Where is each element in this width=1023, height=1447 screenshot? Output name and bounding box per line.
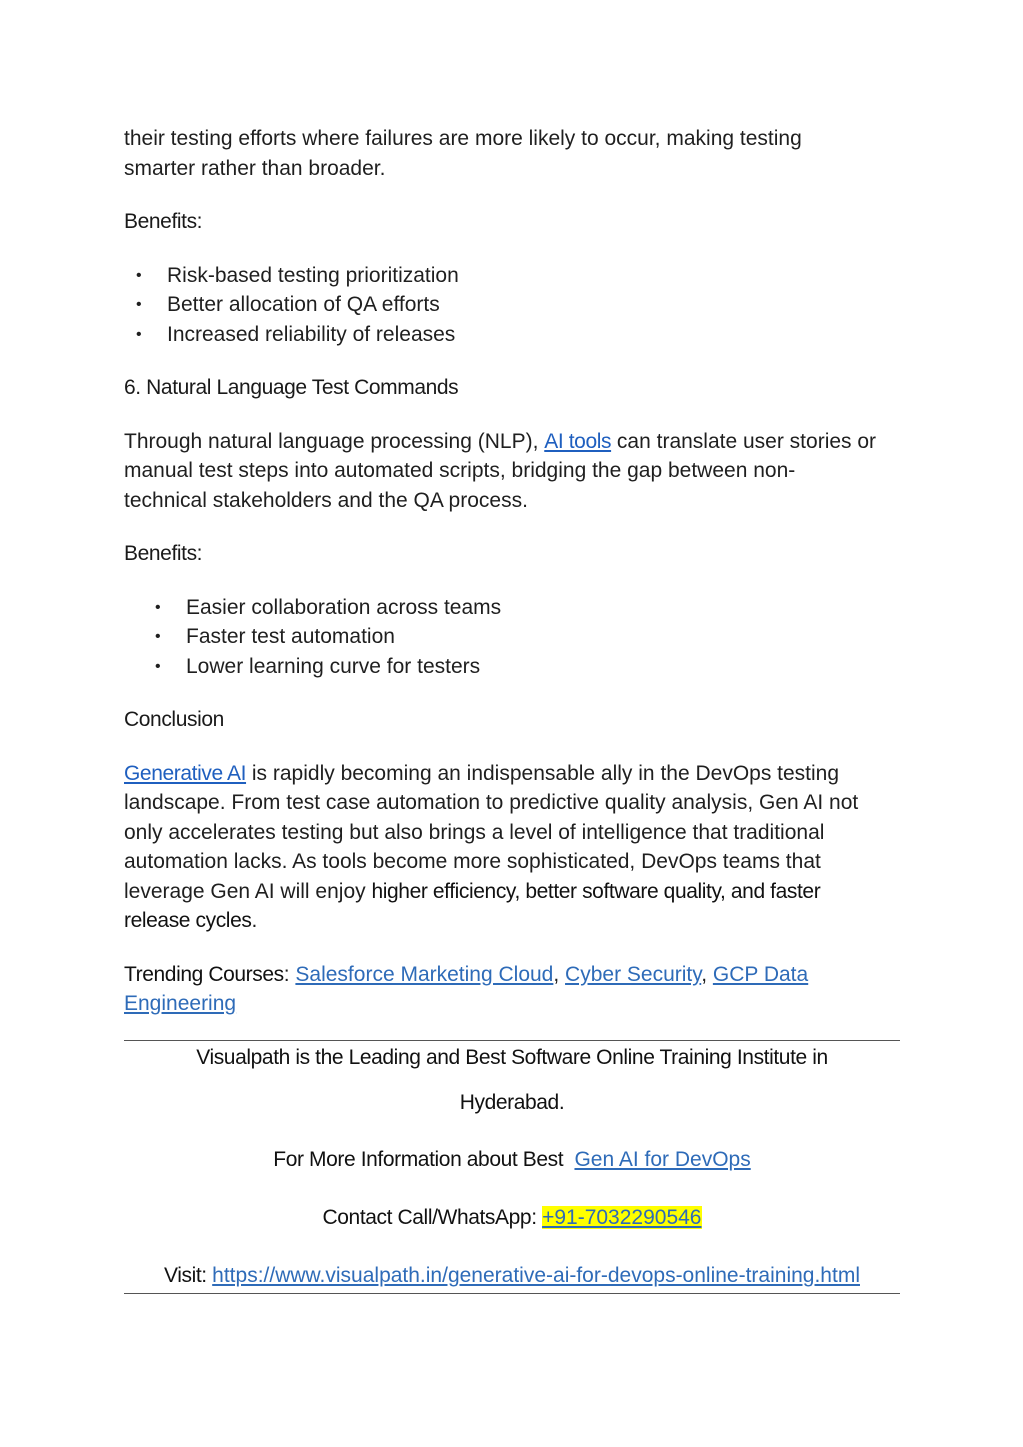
info-label: For More Information about Best <box>273 1148 569 1171</box>
section-line-3: technical stakeholders and the QA process. <box>124 488 528 512</box>
gcp-data-engineering-link[interactable]: GCP Data <box>712 962 809 986</box>
section-text-start: Through natural language processing (NLP), <box>124 429 545 453</box>
conclusion-paragraph <box>124 759 900 936</box>
conclusion-line-3: only accelerates testing but also brings a level of intelligence that traditional <box>124 820 825 844</box>
salesforce-link[interactable]: Salesforce Marketing Cloud <box>295 962 554 986</box>
contact-label: Contact Call/WhatsApp: <box>322 1206 543 1229</box>
institute-line-2: Hyderabad. <box>459 1091 565 1114</box>
list-item: • Increased reliability of releases <box>124 320 900 350</box>
list-item: • Lower learning curve for testers <box>124 652 900 682</box>
list-item: • Risk-based testing prioritization <box>124 261 900 291</box>
separator: , <box>553 962 566 986</box>
conclusion-line-5: leverage Gen AI will enjoy <box>124 879 372 903</box>
phone-link[interactable]: +91-7032290546 <box>542 1206 702 1229</box>
trending-label: Trending Courses <box>124 962 284 986</box>
footer-contact-line <box>124 1203 900 1232</box>
trending-colon: : <box>283 962 296 986</box>
footer-bottom-rule <box>124 1293 900 1294</box>
separator: , <box>701 962 713 986</box>
document-body <box>124 124 900 1019</box>
footer-info-line <box>124 1145 900 1174</box>
footer-visit-line <box>124 1261 900 1290</box>
generative-ai-link[interactable]: Generative AI <box>124 761 247 785</box>
benefits-list <box>124 261 900 350</box>
footer-top-rule <box>124 1040 900 1041</box>
section-heading: 6. Natural Language Test Commands <box>124 376 459 399</box>
conclusion-line-1: is rapidly becoming an indispensable ally in the DevOps testing <box>246 761 840 785</box>
intro-line-2: smarter rather than broader. <box>124 156 386 180</box>
trending-courses <box>124 960 900 1019</box>
conclusion-period: . <box>251 909 258 932</box>
conclusion-line-2: landscape. From test case automation to predictive quality analysis, Gen AI not <box>124 791 859 814</box>
intro-line-1: their testing efforts where failures are more likely to occur, making testing <box>124 127 802 150</box>
visit-label: Visit: <box>164 1264 213 1287</box>
conclusion-emphasis: higher efficiency, better software quality, and faster <box>371 879 821 903</box>
gcp-data-engineering-link-cont[interactable]: Engineering <box>124 992 237 1015</box>
benefits-heading: Benefits: <box>124 210 203 233</box>
institute-line-1: Visualpath is the Leading and Best Software Online Training Institute in <box>196 1046 828 1069</box>
section-paragraph <box>124 427 900 516</box>
conclusion-line-4: automation lacks. As tools become more sophisticated, DevOps teams that <box>124 850 821 873</box>
section-line-2: manual test steps into automated scripts, bridging the gap between non- <box>124 459 796 482</box>
list-item: • Easier collaboration across teams <box>124 593 900 623</box>
visit-url-link[interactable]: https://www.visualpath.in/generative-ai-for-devops-online-training.html <box>212 1264 860 1287</box>
conclusion-emphasis-end: release cycles <box>124 909 252 932</box>
benefits-heading: Benefits: <box>124 542 203 565</box>
gen-ai-devops-link[interactable]: Gen AI for DevOps <box>574 1148 751 1171</box>
section-text-mid: can translate user stories or <box>611 429 877 453</box>
cyber-security-link[interactable]: Cyber Security <box>565 962 702 986</box>
benefits-list <box>124 593 900 682</box>
ai-tools-link[interactable]: AI tools <box>544 429 612 453</box>
footer-institute-line <box>124 1043 900 1072</box>
conclusion-heading: Conclusion <box>124 708 224 731</box>
footer-city-line <box>124 1088 900 1117</box>
list-item: • Faster test automation <box>124 622 900 652</box>
intro-paragraph <box>124 124 900 183</box>
list-item: • Better allocation of QA efforts <box>124 290 900 320</box>
